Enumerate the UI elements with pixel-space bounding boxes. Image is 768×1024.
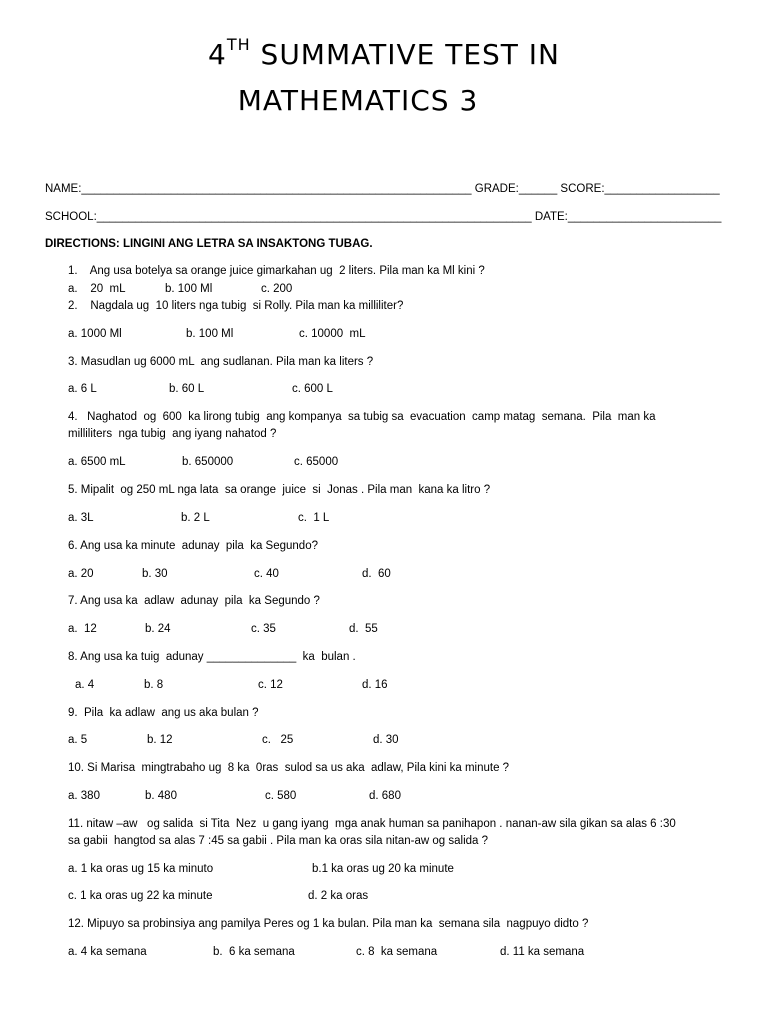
question-12-option-d: d. 11 ka semana — [500, 946, 585, 958]
question-9: 9. Pila ka adlaw ang us aka bulan ? — [68, 707, 259, 719]
page-title-line1 — [0, 34, 768, 71]
question-9-option-b: b. 12 — [147, 734, 173, 746]
question-3-option-a: a. 6 L — [68, 383, 97, 395]
question-12-option-a: a. 4 ka semana — [68, 946, 147, 958]
question-11: 11. nitaw –aw og salida si Tita Nez u gang iyang mga anak human sa panihapon . nanan-aw sila gikan sa alas 6 :30 — [68, 818, 676, 830]
question-6-option-d: d. 60 — [362, 568, 391, 580]
directions: DIRECTIONS: LINGINI ANG LETRA SA INSAKTONG TUBAG. — [45, 238, 373, 250]
question-5: 5. Mipalit og 250 mL nga lata sa orange juice si Jonas . Pila man kana ka litro ? — [68, 484, 491, 496]
question-8-option-b: b. 8 — [144, 679, 164, 691]
question-10-option-d: d. 680 — [369, 790, 401, 802]
question-8-option-a: a. 4 — [75, 679, 95, 691]
question-6-option-c: c. 40 — [254, 568, 279, 580]
question-2-option-a: a. 1000 Ml — [68, 328, 122, 340]
question-8-option-c: c. 12 — [258, 679, 283, 691]
question-6-option-b: b. 30 — [142, 568, 168, 580]
question-11-option-c: c. 1 ka oras ug 22 ka minute — [68, 890, 213, 902]
question-9-option-c: c. 25 — [262, 734, 294, 746]
question-3-option-c: c. 600 L — [292, 383, 333, 395]
question-9-option-d: d. 30 — [373, 734, 399, 746]
question-12-option-b: b. 6 ka semana — [213, 946, 295, 958]
question-8: 8. Ang usa ka tuig adunay ______________ ka bulan . — [68, 651, 356, 663]
question-9-option-a: a. 5 — [68, 734, 88, 746]
question-4-continued: milliliters nga tubig ang iyang nahatod ? — [68, 428, 277, 440]
school-date-line: SCHOOL:____________________________________________________________________ DATE:________________________ — [45, 211, 722, 223]
question-4-option-b: b. 650000 — [182, 456, 234, 468]
question-4-option-a: a. 6500 mL — [68, 456, 126, 468]
question-1-option-c: c. 200 — [261, 283, 293, 295]
question-3-option-b: b. 60 L — [169, 383, 205, 395]
question-10: 10. Si Marisa mingtrabaho ug 8 ka 0ras sulod sa us aka adlaw, Pila kini ka minute ? — [68, 762, 510, 774]
question-6-option-a: a. 20 — [68, 568, 94, 580]
question-11-continued: sa gabii hangtod sa alas 7 :45 sa gabii . Pila man ka oras sila nitan-aw og salida ? — [68, 835, 489, 847]
question-2-option-b: b. 100 Ml — [186, 328, 234, 340]
page-title-line2: MATHEMATICS 3 — [237, 84, 479, 117]
question-11-option-a: a. 1 ka oras ug 15 ka minuto — [68, 863, 214, 875]
question-7-option-c: c. 35 — [251, 623, 276, 635]
question-12: 12. Mipuyo sa probinsiya ang pamilya Peres og 1 ka bulan. Pila man ka semana sila nagpuyo didto ? — [68, 918, 589, 930]
question-1-option-a: a. 20 mL — [68, 283, 126, 295]
question-7-option-a: a. 12 — [68, 623, 97, 635]
question-1: 1. Ang usa botelya sa orange juice gimarkahan ug 2 liters. Pila man ka Ml kini ? — [68, 265, 485, 277]
question-5-option-a: a. 3L — [68, 512, 94, 524]
question-1-option-b: b. 100 Ml — [165, 283, 213, 295]
question-4: 4. Naghatod og 600 ka lirong tubig ang kompanya sa tubig sa evacuation camp matag semana. Pila man ka — [68, 411, 656, 423]
title-number: 4 — [208, 38, 227, 71]
title-line1-rest: SUMMATIVE TEST IN — [250, 38, 560, 71]
question-7: 7. Ang usa ka adlaw adunay pila ka Segundo ? — [68, 595, 320, 607]
question-2-option-c: c. 10000 mL — [299, 328, 366, 340]
title-superscript: TH — [226, 34, 251, 54]
question-5-option-b: b. 2 L — [181, 512, 210, 524]
question-3: 3. Masudlan ug 6000 mL ang sudlanan. Pila man ka liters ? — [68, 356, 374, 368]
question-8-option-d: d. 16 — [362, 679, 388, 691]
question-6: 6. Ang usa ka minute adunay pila ka Segundo? — [68, 540, 318, 552]
question-4-option-c: c. 65000 — [294, 456, 339, 468]
question-7-option-d: d. 55 — [349, 623, 378, 635]
question-10-option-c: c. 580 — [265, 790, 297, 802]
question-11-option-b: b.1 ka oras ug 20 ka minute — [312, 863, 454, 875]
question-12-option-c: c. 8 ka semana — [356, 946, 438, 958]
question-10-option-a: a. 380 — [68, 790, 100, 802]
question-7-option-b: b. 24 — [145, 623, 171, 635]
question-2: 2. Nagdala ug 10 liters nga tubig si Rolly. Pila man ka milliliter? — [68, 300, 404, 312]
question-5-option-c: c. 1 L — [298, 512, 330, 524]
name-grade-score-line: NAME:_____________________________________________________________ GRADE:______ SCORE:__________________ — [45, 183, 720, 195]
question-11-option-d: d. 2 ka oras — [308, 890, 369, 902]
question-10-option-b: b. 480 — [145, 790, 177, 802]
